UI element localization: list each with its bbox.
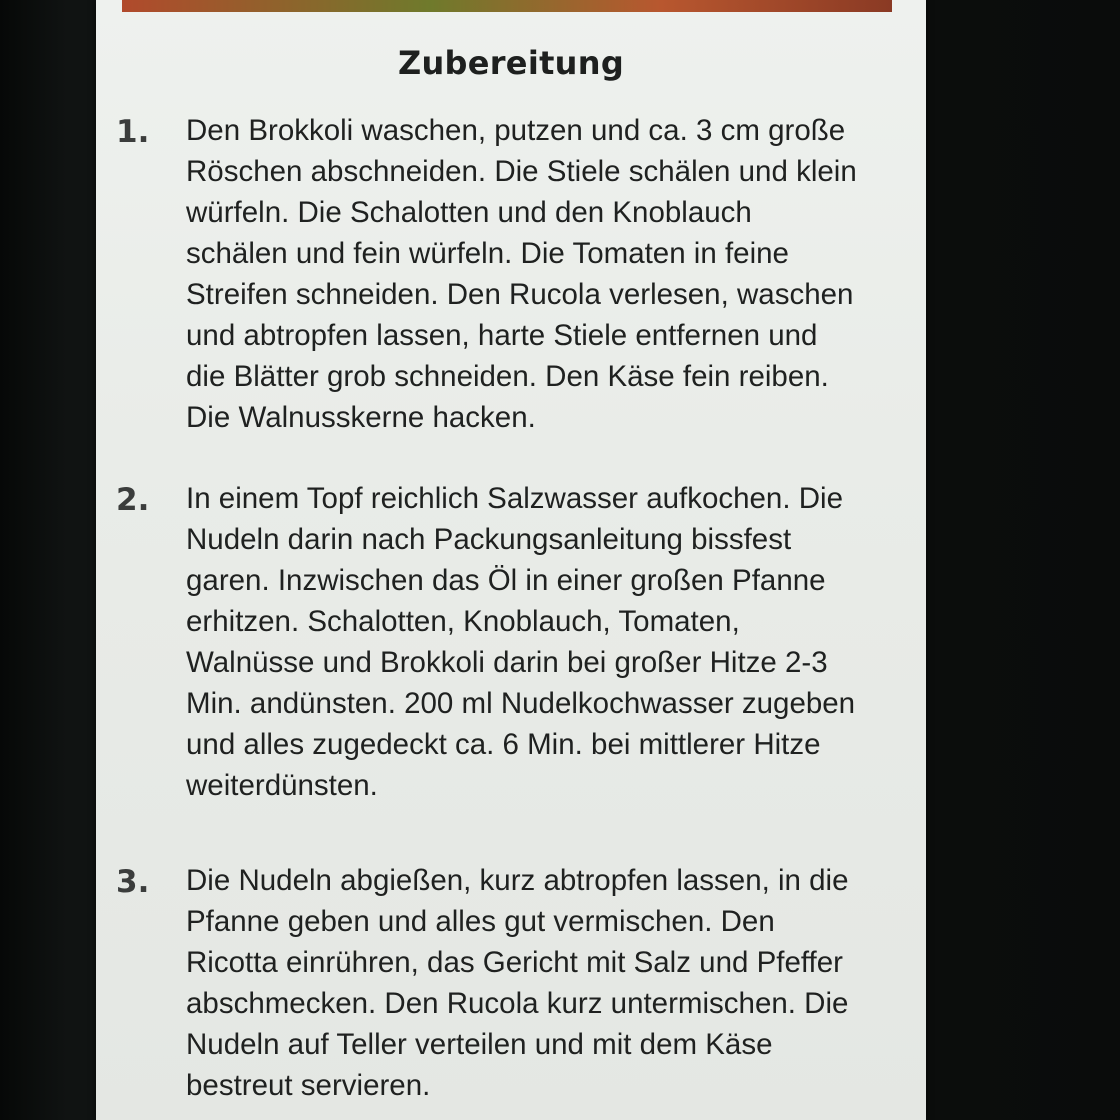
step-text [186, 478, 886, 806]
section-title: Zubereitung [397, 44, 625, 82]
step-line: Min. andünsten. 200 ml Nudelkochwasser zugeben [186, 687, 856, 720]
step-number: 3. [116, 864, 150, 900]
step-line: Nudeln auf Teller verteilen und mit dem Käse [186, 1028, 773, 1061]
recipe-screen[interactable] [96, 0, 926, 1120]
step-line: bestreut servieren. [186, 1069, 431, 1102]
step-line: Walnüsse und Brokkoli darin bei großer Hitze 2-3 [186, 646, 828, 679]
step-line: garen. Inzwischen das Öl in einer großen Pfanne [186, 564, 826, 597]
step-number: 2. [116, 482, 150, 518]
step-line: die Blätter grob schneiden. Den Käse fein reiben. [186, 360, 829, 393]
step-line: schälen und fein würfeln. Die Tomaten in feine [186, 237, 789, 270]
step-line: und abtropfen lassen, harte Stiele entfernen und [186, 319, 818, 352]
step-line: weiterdünsten. [186, 769, 378, 802]
step-text [186, 110, 886, 438]
step-line: Nudeln darin nach Packungsanleitung bissfest [186, 523, 792, 556]
step-line: erhitzen. Schalotten, Knoblauch, Tomaten, [186, 605, 740, 638]
step-line: und alles zugedeckt ca. 6 Min. bei mittlerer Hitze [186, 728, 821, 761]
step-text [186, 860, 886, 1106]
step-line: abschmecken. Den Rucola kurz untermischen. Die [186, 987, 849, 1020]
step-line: Röschen abschneiden. Die Stiele schälen und klein [186, 155, 857, 188]
step-line: Die Walnusskerne hacken. [186, 401, 536, 434]
step-line: würfeln. Die Schalotten und den Knoblauch [186, 196, 752, 229]
step-number: 1. [116, 114, 150, 150]
step-line: In einem Topf reichlich Salzwasser aufkochen. Die [186, 482, 843, 515]
recipe-photo-edge [122, 0, 892, 12]
step-line: Ricotta einrühren, das Gericht mit Salz und Pfeffer [186, 946, 843, 979]
step-line: Streifen schneiden. Den Rucola verlesen, waschen [186, 278, 854, 311]
step-line: Pfanne geben und alles gut vermischen. Den [186, 905, 775, 938]
step-line: Die Nudeln abgießen, kurz abtropfen lassen, in die [186, 864, 849, 897]
step-line: Den Brokkoli waschen, putzen und ca. 3 cm große [186, 114, 846, 147]
